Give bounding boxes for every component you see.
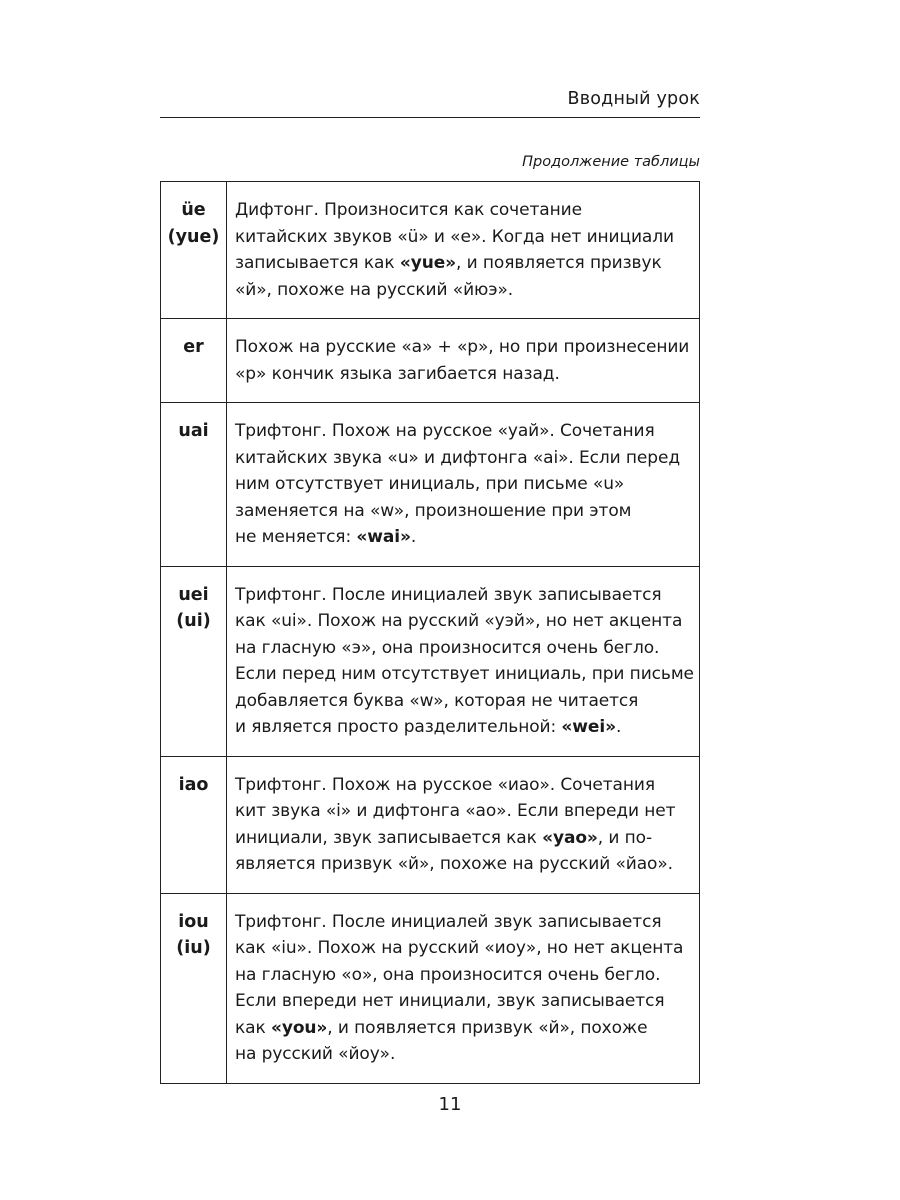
romanization-bold: «yue» xyxy=(399,253,457,273)
phoneme-label: (yue) xyxy=(167,226,220,247)
description-line xyxy=(235,224,691,251)
phoneme-label: er xyxy=(183,337,204,357)
description-line xyxy=(235,608,691,635)
description-line xyxy=(235,798,691,825)
running-head xyxy=(160,84,700,118)
description-line xyxy=(235,334,691,361)
description-line xyxy=(235,688,691,715)
phoneme-cell xyxy=(161,893,227,1083)
description-line xyxy=(235,988,691,1015)
description-text: и является просто разделительной: xyxy=(235,717,562,737)
table-row xyxy=(161,893,700,1083)
description-line xyxy=(235,909,691,936)
phoneme-label: üe xyxy=(181,200,206,220)
description-line xyxy=(235,361,691,388)
description-line xyxy=(235,197,691,224)
description-cell xyxy=(227,403,700,567)
description-line xyxy=(235,498,691,525)
phoneme-label: iou xyxy=(178,911,209,932)
description-cell xyxy=(227,893,700,1083)
description-line xyxy=(235,524,691,551)
description-text: китайских звуков «ü» и «e». Когда нет инициали xyxy=(235,226,674,247)
description-text: Если впереди нет инициали, звук записывается xyxy=(235,991,665,1011)
description-line xyxy=(235,250,691,277)
phoneme-cell xyxy=(161,566,227,756)
romanization-bold: «yao» xyxy=(542,827,598,848)
description-text: как «iu». Похож на русский «иоу», но нет акцента xyxy=(235,938,684,958)
description-text: , и появляется призвук «й», похоже xyxy=(327,1017,648,1038)
description-line xyxy=(235,471,691,498)
phoneme-cell xyxy=(161,756,227,893)
description-text: . xyxy=(615,717,622,737)
description-line xyxy=(235,714,691,741)
phoneme-cell xyxy=(161,319,227,403)
description-line xyxy=(235,445,691,472)
description-text: . xyxy=(410,527,417,547)
description-text: Трифтонг. После инициалей звук записывается xyxy=(235,584,662,605)
table-row xyxy=(161,756,700,893)
description-line xyxy=(235,635,691,662)
description-text: Трифтонг. Похож на русское «уай». Сочетания xyxy=(235,421,655,441)
description-text: заменяется на «w», произношение при этом xyxy=(235,500,632,521)
description-line xyxy=(235,825,691,852)
page-number: 11 xyxy=(438,1094,462,1115)
phoneme-label: uei xyxy=(178,584,209,605)
description-text: на гласную «э», она произносится очень бегло. xyxy=(235,637,660,658)
running-title: Вводный урок xyxy=(567,89,700,109)
description-line xyxy=(235,935,691,962)
phoneme-label: (iu) xyxy=(176,938,211,958)
phoneme-cell xyxy=(161,182,227,319)
phoneme-label: iao xyxy=(178,774,209,795)
description-text: записывается как xyxy=(235,253,400,273)
description-text: как «ui». Похож на русский «уэй», но нет акцента xyxy=(235,611,683,631)
description-text: китайских звука «u» и дифтонга «ai». Если перед xyxy=(235,447,680,468)
description-text: является призвук «й», похоже на русский «йао». xyxy=(235,854,673,874)
romanization-bold: «wai» xyxy=(356,527,411,547)
description-line xyxy=(235,772,691,799)
description-text: как xyxy=(235,1017,271,1038)
description-text: добавляется буква «w», которая не читается xyxy=(235,690,639,711)
description-text: , и по- xyxy=(597,827,653,848)
description-cell xyxy=(227,182,700,319)
description-text: Дифтонг. Произносится как сочетание xyxy=(235,200,582,220)
description-line xyxy=(235,418,691,445)
phoneme-cell xyxy=(161,403,227,567)
phonetics-table xyxy=(160,181,700,1084)
description-text: не меняется: xyxy=(235,527,357,547)
description-line xyxy=(235,1041,691,1068)
description-text: Похож на русские «а» + «р», но при произнесении xyxy=(235,337,690,357)
description-text: ним отсутствует инициаль, при письме «u» xyxy=(235,474,625,494)
romanization-bold: «you» xyxy=(270,1017,328,1038)
table-row xyxy=(161,403,700,567)
description-text: инициали, звук записывается как xyxy=(235,827,543,848)
description-line xyxy=(235,277,691,304)
table-row xyxy=(161,182,700,319)
description-text: «р» кончик языка загибается назад. xyxy=(235,363,560,384)
description-cell xyxy=(227,756,700,893)
description-text: кит звука «i» и дифтонга «ao». Если впереди нет xyxy=(235,801,676,821)
description-cell xyxy=(227,319,700,403)
description-text: Трифтонг. Похож на русское «иао». Сочетания xyxy=(235,774,655,795)
phoneme-label: (ui) xyxy=(176,611,211,631)
description-line xyxy=(235,1015,691,1042)
description-text: Если перед ним отсутствует инициаль, при письме xyxy=(235,664,694,684)
description-text: на гласную «о», она произносится очень бегло. xyxy=(235,964,661,985)
description-text: , и появляется призвук xyxy=(456,253,662,273)
table-row xyxy=(161,319,700,403)
description-line xyxy=(235,582,691,609)
description-cell xyxy=(227,566,700,756)
description-line xyxy=(235,851,691,878)
table-body xyxy=(161,182,700,1084)
description-text: «й», похоже на русский «йюэ». xyxy=(235,279,514,300)
description-line xyxy=(235,962,691,989)
description-text: на русский «йоу». xyxy=(235,1044,396,1064)
romanization-bold: «wei» xyxy=(561,717,616,737)
description-line xyxy=(235,661,694,688)
table-continued-caption: Продолжение таблицы xyxy=(522,154,700,170)
description-text: Трифтонг. После инициалей звук записывается xyxy=(235,911,662,932)
phoneme-label: uai xyxy=(178,421,209,441)
table-row xyxy=(161,566,700,756)
